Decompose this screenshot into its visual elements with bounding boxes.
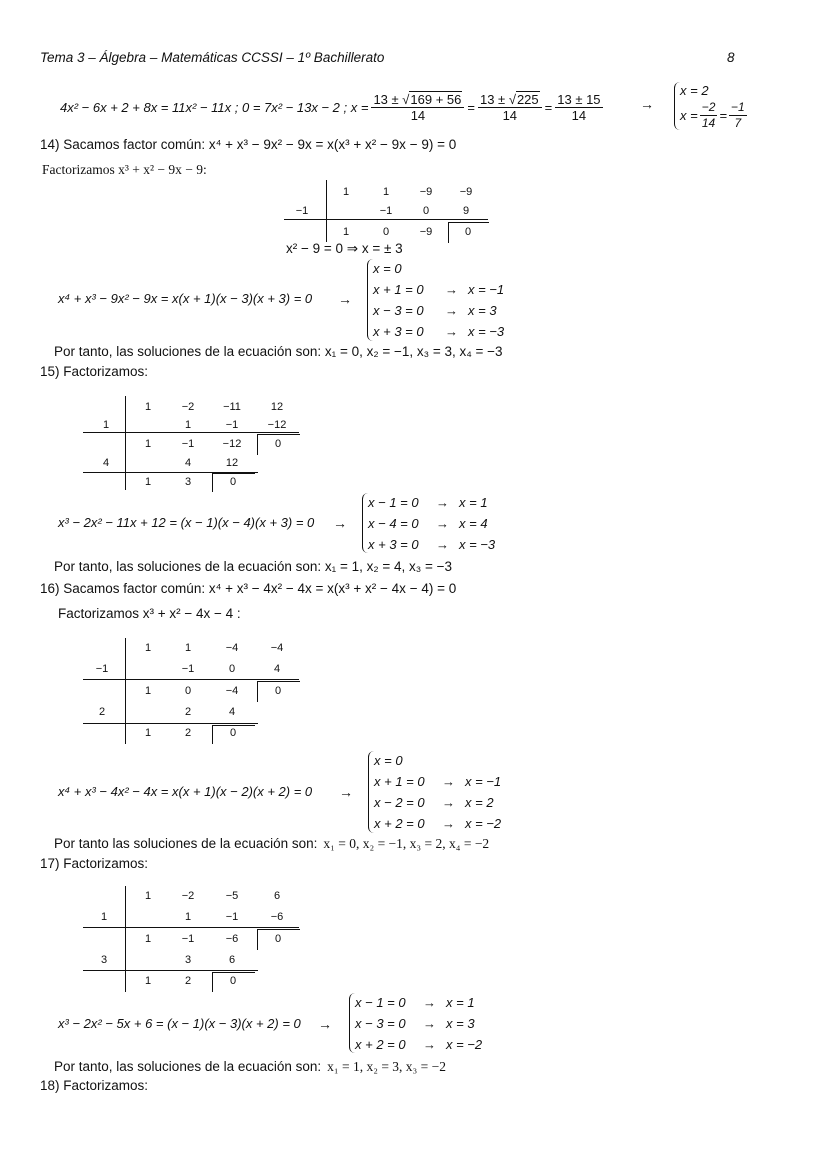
ruffini-remainder: 0 <box>274 685 282 697</box>
ruffini-cell: 1 <box>144 685 152 697</box>
p16-heading: 16) Sacamos factor común: x⁴ + x³ − 4x² − 4x = x(x³ + x² − 4x − 4) = 0 <box>40 581 457 596</box>
p16-solution-text: Por tanto las soluciones de la ecuación son: <box>54 836 318 851</box>
ruffini-remainder: 0 <box>464 226 472 238</box>
f2-radicand: 225 <box>516 92 539 107</box>
ruffini-cell: 1 <box>144 642 152 654</box>
ruffini-hline <box>83 970 258 971</box>
page-number: 8 <box>727 50 735 65</box>
p15-solution: Por tanto, las soluciones de la ecuación son: x₁ = 1, x₂ = 4, x₃ = −3 <box>54 559 453 574</box>
ruffini-cell: 1 <box>184 911 192 923</box>
ruffini-cell: −6 <box>225 933 239 945</box>
ruffini-vline <box>125 396 126 490</box>
case-sol: x = 1 <box>459 495 488 510</box>
case-eq: x − 1 = 0 <box>368 495 419 510</box>
p17-solution-text: Por tanto, las soluciones de la ecuación son: <box>54 1059 322 1074</box>
p16-cases: x = 0 x + 1 = 0 → x = −1 x − 2 = 0 → x = 2 x + 2 = 0 → x = −2 <box>374 750 501 834</box>
ruffini-cell: −12 <box>267 419 287 431</box>
case-sol: x = −2 <box>446 1037 483 1052</box>
p17-solution <box>54 1059 446 1075</box>
case-sol: x = −3 <box>468 324 505 339</box>
ruffini-remainder: 0 <box>229 975 237 987</box>
top-case-1: x = 2 <box>680 83 709 98</box>
fraction-2: $\frac{13 \pm √225}{14}$ <box>478 92 542 123</box>
f2-den: 14 <box>502 108 518 123</box>
ruffini-cell: 4 <box>228 706 236 718</box>
p17-cases: x − 1 = 0 → x = 1 x − 3 = 0 → x = 3 x + 2 = 0 → x = −2 <box>355 992 482 1055</box>
ruffini-cell: −9 <box>419 226 433 238</box>
top-equation: 4x² − 6x + 2 + 8x = 11x² − 11x ; 0 = 7x² − 13x − 2 ; x = $\frac{13 \pm √169 + 56}{14}$ = $\frac{13 \pm √225}{14}$ = $\frac{13 \pm 15}{14}$ <box>60 92 601 123</box>
ruffini-cell: −1 <box>225 911 239 923</box>
p17-heading: 17) Factorizamos: <box>40 856 149 871</box>
ruffini-divisor: 4 <box>102 457 110 469</box>
ruffini-cell: 1 <box>144 438 152 450</box>
ruffini-divisor: 2 <box>98 706 106 718</box>
ruffini-cell: −2 <box>181 401 195 413</box>
p16-solution <box>54 836 489 852</box>
ruffini-cell: 0 <box>382 226 390 238</box>
top-case-2: x = $\frac{-2}{14}$ = $\frac{-1}{7}$ <box>680 100 745 130</box>
ruffini-vline <box>125 638 126 744</box>
case-eq: x + 3 = 0 <box>368 537 419 552</box>
ruffini-cell: 1 <box>144 933 152 945</box>
ruffini-divisor: −1 <box>95 663 109 675</box>
case-eq: x + 1 = 0 <box>373 282 424 297</box>
p15-arrow: → <box>333 515 347 531</box>
ruffini-cell: −1 <box>181 663 195 675</box>
p15-heading: 15) Factorizamos: <box>40 364 149 379</box>
case-sol: x = 3 <box>446 1016 475 1031</box>
f3-num: 13 ± 15 <box>557 92 601 107</box>
p15-factored: x³ − 2x² − 11x + 12 = (x − 1)(x − 4)(x + 3) = 0 <box>58 515 315 530</box>
ruffini-cell: 3 <box>184 954 192 966</box>
case-eq: x + 2 = 0 <box>355 1037 406 1052</box>
ruffini-cell: −9 <box>419 186 433 198</box>
case-sol: x = −1 <box>465 774 502 789</box>
case-eq: x = 0 <box>374 753 403 768</box>
ruffini-remainder: 0 <box>229 476 237 488</box>
ruffini-cell: 1 <box>144 975 152 987</box>
ruffini-cell: 3 <box>184 476 192 488</box>
p14-factor-line: Factorizamos x³ + x² − 9x − 9: <box>42 162 207 177</box>
case-sol: x = −3 <box>459 537 496 552</box>
p14-factored: x⁴ + x³ − 9x² − 9x = x(x + 1)(x − 3)(x + 3) = 0 <box>58 291 313 306</box>
ruffini-remainder: 0 <box>274 933 282 945</box>
p14-arrow: → <box>338 291 352 307</box>
case2-fb-num: −1 <box>731 100 745 114</box>
ruffini-cell: −11 <box>223 401 241 413</box>
top-eq-lhs: 4x² − 6x + 2 + 8x = 11x² − 11x ; 0 = 7x² − 13x − 2 ; x = <box>60 100 369 115</box>
p18-heading: 18) Factorizamos: <box>40 1078 149 1093</box>
fraction-1: $\frac{13 \pm √169 + 56}{14}$ <box>371 92 464 123</box>
case-eq: x − 4 = 0 <box>368 516 419 531</box>
case-sol: x = 4 <box>459 516 488 531</box>
ruffini-cell: −2 <box>181 890 195 902</box>
ruffini-cell: 0 <box>422 205 430 217</box>
case-eq: x − 2 = 0 <box>374 795 425 810</box>
case-sol: x = −1 <box>468 282 505 297</box>
case-eq: x + 3 = 0 <box>373 324 424 339</box>
ruffini-cell: 1 <box>184 642 192 654</box>
ruffini-hline <box>83 927 299 928</box>
p16-factored: x⁴ + x³ − 4x² − 4x = x(x + 1)(x − 2)(x + 2) = 0 <box>58 784 313 799</box>
ruffini-cell: −4 <box>270 642 284 654</box>
ruffini-cell: 12 <box>225 457 239 469</box>
ruffini-cell: 1 <box>342 226 350 238</box>
ruffini-cell: 1 <box>184 419 192 431</box>
ruffini-cell: 6 <box>228 954 236 966</box>
ruffini-cell: −1 <box>181 438 195 450</box>
ruffini-cell: 1 <box>144 476 152 488</box>
ruffini-cell: −9 <box>459 186 473 198</box>
page-header-title: Tema 3 – Álgebra – Matemáticas CCSSI – 1º Bachillerato <box>40 50 385 65</box>
p14-cases: x = 0 x + 1 = 0 → x = −1 x − 3 = 0 → x = 3 x + 3 = 0 → x = −3 <box>373 258 504 342</box>
ruffini-cell: 4 <box>273 663 281 675</box>
ruffini-cell: 1 <box>342 186 350 198</box>
ruffini-cell: −1 <box>225 419 239 431</box>
p17-arrow: → <box>318 1016 332 1032</box>
case-eq: x − 3 = 0 <box>355 1016 406 1031</box>
ruffini-cell: 9 <box>462 205 470 217</box>
ruffini-cell: 0 <box>228 663 236 675</box>
case-sol: x = 1 <box>446 995 475 1010</box>
p16-solution-values: x₁ = 0, x₂ = −1, x₃ = 2, x₄ = −2 <box>323 836 490 851</box>
f1-radicand: 169 + 56 <box>410 92 462 107</box>
p14-solution: Por tanto, las soluciones de la ecuación son: x₁ = 0, x₂ = −1, x₃ = 3, x₄ = −3 <box>54 344 503 359</box>
ruffini-cell: 2 <box>184 706 192 718</box>
ruffini-cell: −4 <box>225 685 239 697</box>
p14-after: x² − 9 = 0 ⇒ x = ± 3 <box>286 241 403 256</box>
case2-x: x = <box>680 108 698 123</box>
f1-den: 14 <box>410 108 426 123</box>
p17-solution-values: x₁ = 1, x₂ = 3, x₃ = −2 <box>327 1059 446 1074</box>
ruffini-vline <box>125 886 126 992</box>
f1-num: 13 ± <box>373 92 403 107</box>
case-eq: x − 1 = 0 <box>355 995 406 1010</box>
ruffini-cell: 12 <box>270 401 284 413</box>
ruffini-cell: −1 <box>181 933 195 945</box>
ruffini-cell: 4 <box>184 457 192 469</box>
ruffini-hline <box>83 679 299 680</box>
ruffini-hline <box>83 432 299 433</box>
fraction-3 <box>555 92 602 123</box>
ruffini-remainder: 0 <box>229 727 237 739</box>
case-eq: x = 0 <box>373 261 402 276</box>
f2-num: 13 ± <box>479 92 509 107</box>
ruffini-cell: 1 <box>382 186 390 198</box>
ruffini-cell: 6 <box>273 890 281 902</box>
case-sol: x = 2 <box>465 795 494 810</box>
ruffini-cell: −4 <box>225 642 239 654</box>
case2-fa-den: 14 <box>701 116 716 130</box>
ruffini-cell: 1 <box>144 727 152 739</box>
ruffini-divisor: −1 <box>295 205 309 217</box>
case-eq: x − 3 = 0 <box>373 303 424 318</box>
ruffini-cell: 1 <box>144 401 152 413</box>
ruffini-divisor: 3 <box>100 954 108 966</box>
ruffini-cell: −6 <box>270 911 284 923</box>
ruffini-cell: 2 <box>184 727 192 739</box>
ruffini-cell: 1 <box>144 890 152 902</box>
p14-heading: 14) Sacamos factor común: x⁴ + x³ − 9x² − 9x = x(x³ + x² − 9x − 9) = 0 <box>40 137 457 152</box>
case-sol: x = 3 <box>468 303 497 318</box>
case-eq: x + 2 = 0 <box>374 816 425 831</box>
case-sol: x = −2 <box>465 816 502 831</box>
p15-cases: x − 1 = 0 → x = 1 x − 4 = 0 → x = 4 x + 3 = 0 → x = −3 <box>368 492 495 555</box>
ruffini-divisor: 1 <box>102 419 110 431</box>
ruffini-cell: −5 <box>225 890 239 902</box>
ruffini-cell: −1 <box>379 205 393 217</box>
p16-factor-line: Factorizamos x³ + x² − 4x − 4 : <box>58 606 241 621</box>
ruffini-remainder: 0 <box>274 438 282 450</box>
case2-fa-num: −2 <box>701 100 716 114</box>
ruffini-divisor: 1 <box>100 911 108 923</box>
ruffini-hline <box>83 723 258 724</box>
top-eq-arrow: → <box>640 96 654 112</box>
f3-den: 14 <box>571 108 587 123</box>
case-eq: x + 1 = 0 <box>374 774 425 789</box>
case2-fb-den: 7 <box>734 116 742 130</box>
ruffini-cell: −12 <box>222 438 242 450</box>
p16-arrow: → <box>339 784 353 800</box>
p17-factored: x³ − 2x² − 5x + 6 = (x − 1)(x − 3)(x + 2) = 0 <box>58 1016 301 1031</box>
ruffini-hline <box>284 219 488 220</box>
ruffini-cell: 0 <box>184 685 192 697</box>
ruffini-cell: 2 <box>184 975 192 987</box>
